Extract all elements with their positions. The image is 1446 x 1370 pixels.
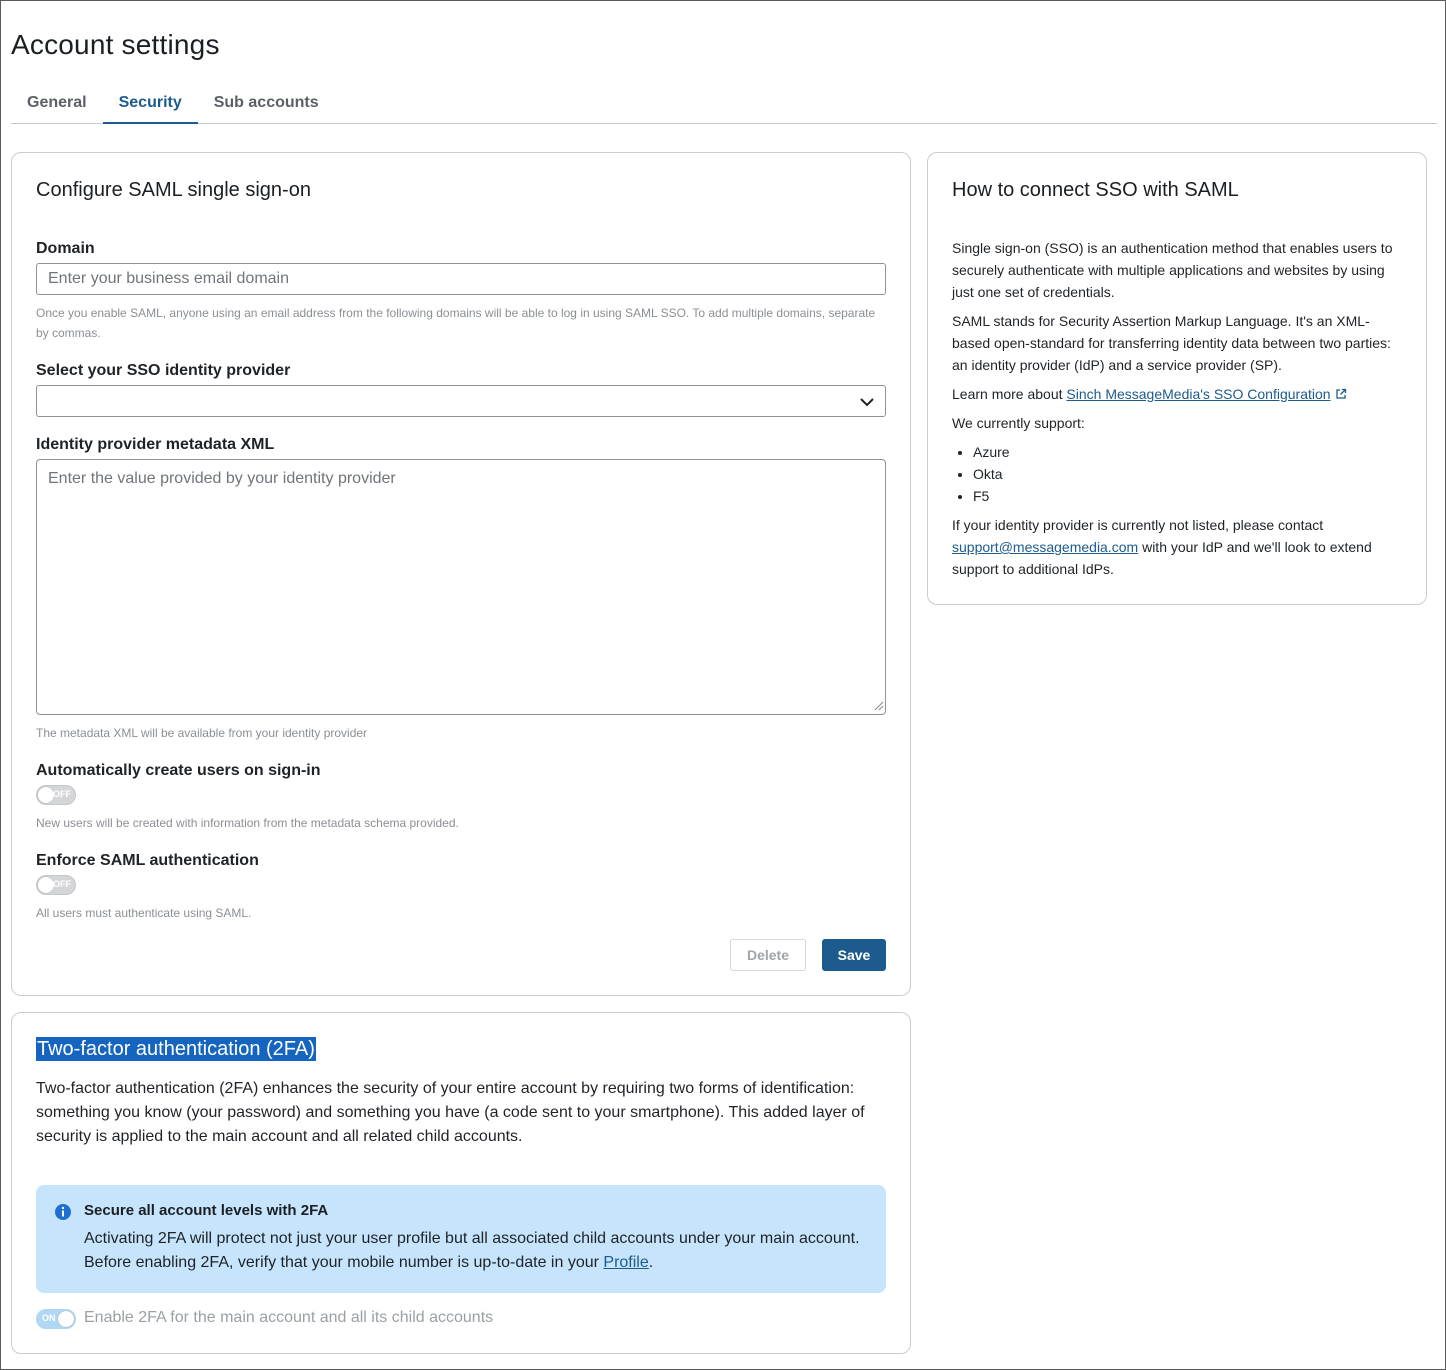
domain-label: Domain — [36, 240, 95, 257]
metadata-textarea[interactable] — [36, 459, 886, 715]
enforce-label: Enforce SAML authentication — [36, 852, 259, 869]
enable-2fa-toggle[interactable] — [36, 1309, 76, 1329]
sso-help-card — [927, 152, 1427, 605]
external-link-icon[interactable] — [1335, 388, 1347, 400]
help-body — [952, 237, 1402, 587]
list-item: • F5 — [973, 485, 1402, 507]
metadata-hint: The metadata XML will be available from your identity provider — [36, 726, 368, 740]
save-button[interactable]: Save — [822, 939, 886, 971]
provider-list — [973, 441, 1402, 507]
tab-general[interactable]: General — [27, 94, 87, 111]
toggle-knob — [38, 787, 54, 803]
domain-hint: Once you enable SAML, anyone using an email address from the following domains will be able to log in using SAML SSO. To add multiple domains, separate by commas. — [36, 306, 876, 340]
help-paragraph-sso: Single sign-on (SSO) is an authentication method that enables users to securely authenticate with multiple applications and websites by using just one set of credentials. — [952, 240, 1393, 300]
profile-link[interactable]: Profile — [603, 1254, 649, 1271]
toggle-state-text: OFF — [53, 879, 71, 889]
saml-card-title: Configure SAML single sign-on — [36, 179, 311, 201]
help-learn-more — [952, 383, 1402, 405]
list-item: • Okta — [973, 463, 1402, 485]
info-text — [84, 1227, 874, 1275]
info-icon — [54, 1203, 72, 1221]
help-contact — [952, 514, 1402, 580]
help-paragraph-saml: SAML stands for Security Assertion Markup Language. It's an XML-based open-standard for transferring identity data between two parties: an identity provider (IdP) and a service provider (SP). — [952, 313, 1391, 373]
auto-create-label: Automatically create users on sign-in — [36, 762, 321, 779]
list-item: • Azure — [973, 441, 1402, 463]
twofa-title: Two-factor authentication (2FA) — [37, 1038, 315, 1060]
support-email-link[interactable]: support@messagemedia.com — [952, 539, 1139, 555]
info-title: Secure all account levels with 2FA — [84, 1202, 329, 1219]
auto-create-toggle[interactable] — [36, 785, 76, 805]
delete-button[interactable]: Delete — [730, 939, 806, 971]
saml-config-card — [11, 152, 911, 996]
contact-prefix: If your identity provider is currently not listed, please contact — [952, 517, 1324, 533]
support-intro: We currently support: — [952, 415, 1085, 431]
info-text-body: Activating 2FA will protect not just your user profile but all associated child accounts under your main account. Before enabling 2FA, verify that your mobile number is up-to-date in your — [84, 1230, 860, 1271]
tab-security[interactable]: Security — [103, 83, 198, 124]
sso-configuration-link[interactable]: Sinch MessageMedia's SSO Configuration — [1066, 386, 1331, 402]
tab-sub-accounts[interactable]: Sub accounts — [213, 94, 319, 111]
toggle-knob — [58, 1311, 74, 1327]
info-text-suffix: . — [648, 1254, 654, 1271]
contact-suffix: with your IdP and we'll look to extend support to additional IdPs. — [952, 539, 1372, 577]
help-card-title: How to connect SSO with SAML — [952, 179, 1239, 201]
toggle-state-text: OFF — [53, 789, 71, 799]
twofa-card — [11, 1012, 911, 1354]
idp-select[interactable] — [36, 385, 886, 417]
auto-create-hint: New users will be created with information from the metadata schema provided. — [36, 816, 459, 830]
enable-2fa-label: Enable 2FA for the main account and all its child accounts — [84, 1309, 494, 1326]
page-title: Account settings — [11, 29, 220, 60]
enforce-toggle[interactable] — [36, 875, 76, 895]
info-banner — [36, 1185, 886, 1293]
chevron-down-icon — [859, 394, 875, 410]
learn-more-prefix: Learn more about — [952, 386, 1067, 402]
enforce-hint: All users must authenticate using SAML. — [36, 906, 252, 920]
idp-select-label: Select your SSO identity provider — [36, 362, 291, 379]
toggle-state-text: ON — [42, 1313, 56, 1323]
settings-tabs — [11, 83, 1437, 124]
resize-grip-icon[interactable] — [874, 701, 884, 711]
twofa-description: Two-factor authentication (2FA) enhances the security of your entire account by requiring two forms of identification: something you know (your password) and something you have (a code sent to your smartphone). This added layer of security is applied to the main account and all related child accounts. — [36, 1080, 865, 1145]
domain-input[interactable] — [36, 263, 886, 295]
toggle-knob — [38, 877, 54, 893]
metadata-label: Identity provider metadata XML — [36, 436, 275, 453]
